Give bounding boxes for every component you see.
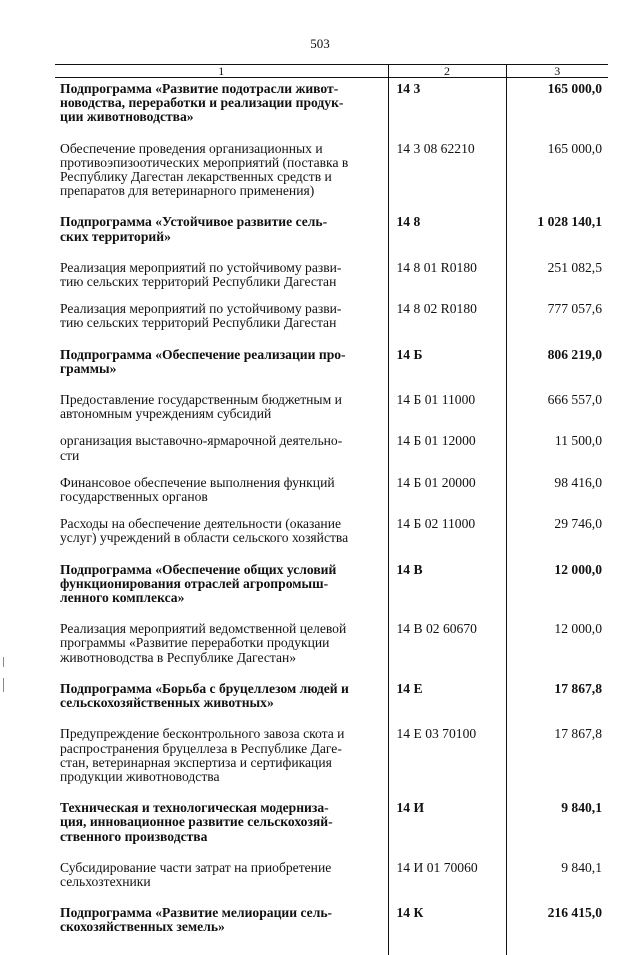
code-cell: 14 Б 01 20000 xyxy=(388,463,506,504)
name-cell: Реализация мероприятий ведомственной целевой программы «Развитие переработки продукции животноводства в Республике Дагестан» xyxy=(60,621,347,665)
code-cell: 14 Е 03 70100 xyxy=(388,710,506,784)
name-cell: Подпрограмма «Обеспечение общих условий функционирования отраслей агропромыш- ленного комплекса» xyxy=(60,561,337,606)
amount-cell: 9 840,1 xyxy=(506,844,608,889)
column-header-1: 1 xyxy=(55,65,388,78)
code-cell: 14 Б xyxy=(388,331,506,376)
code-cell: 14 И 01 70060 xyxy=(388,844,506,889)
amount-cell: 98 416,0 xyxy=(506,463,608,504)
name-cell: Финансовое обеспечение выполнения функций государственных органов xyxy=(60,474,335,505)
code-cell: 14 В 02 60670 xyxy=(388,605,506,665)
amount-cell: 17 867,8 xyxy=(506,665,608,710)
table-row-item xyxy=(55,605,608,665)
table-row-item xyxy=(55,244,608,289)
code-cell: 14 И xyxy=(388,784,506,844)
table-row-item xyxy=(55,125,608,199)
amount-cell: 666 557,0 xyxy=(506,376,608,421)
table-row-item xyxy=(55,710,608,784)
name-cell: Субсидирование части затрат на приобретение сельхозтехники xyxy=(60,859,332,889)
name-cell: Расходы на обеспечение деятельности (оказание услуг) учреждений в области сельского хозяйства xyxy=(60,516,349,546)
column-header-3: 3 xyxy=(506,65,608,78)
column-header-2: 2 xyxy=(388,65,506,78)
table-row-item xyxy=(55,844,608,889)
code-cell: 14 8 xyxy=(388,198,506,243)
margin-mark xyxy=(3,657,4,667)
table-row-item xyxy=(55,504,608,545)
amount-cell: 9 840,1 xyxy=(506,784,608,844)
code-cell: 14 Б 01 12000 xyxy=(388,421,506,462)
name-cell: организация выставочно-ярмарочной деятельно- сти xyxy=(60,433,343,463)
table-row-item xyxy=(55,421,608,462)
amount-cell: 17 867,8 xyxy=(506,710,608,784)
code-cell: 14 В xyxy=(388,546,506,606)
amount-cell: 29 746,0 xyxy=(506,504,608,545)
name-cell: Подпрограмма «Обеспечение реализации про- граммы» xyxy=(60,346,346,376)
amount-cell: 777 057,6 xyxy=(506,289,608,330)
amount-cell: 251 082,5 xyxy=(506,244,608,289)
amount-cell: 11 500,0 xyxy=(506,421,608,462)
name-cell: Подпрограмма «Устойчивое развитие сель- ских территорий» xyxy=(60,214,328,244)
table-row-item xyxy=(55,289,608,330)
table-body xyxy=(55,78,608,955)
name-cell: Предоставление государственным бюджетным и автономным учреждениям субсидий xyxy=(60,392,342,422)
name-cell: Подпрограмма «Развитие подотрасли живот- новодства, переработки и реализации продук- ции животноводства» xyxy=(60,81,344,125)
table-row-subprogram xyxy=(55,198,608,243)
table-row-item xyxy=(55,463,608,504)
code-cell: 14 Б 02 11000 xyxy=(388,504,506,545)
amount-cell: 806 219,0 xyxy=(506,331,608,376)
code-cell: 14 3 xyxy=(388,78,506,125)
name-cell: Реализация мероприятий по устойчивому разви- тию сельских территорий Республики Дагестан xyxy=(60,301,342,331)
table-row-subprogram xyxy=(55,331,608,376)
code-cell: 14 8 01 R0180 xyxy=(388,244,506,289)
name-cell: Реализация мероприятий по устойчивому разви- тию сельских территорий Республики Дагестан xyxy=(60,259,342,290)
amount-cell: 216 415,0 xyxy=(506,889,608,954)
table-header xyxy=(55,65,608,78)
amount-cell: 12 000,0 xyxy=(506,605,608,665)
amount-cell: 1 028 140,1 xyxy=(506,198,608,243)
name-cell: Техническая и технологическая модерниза- ция, инновационное развитие сельскохозяй- ственного производства xyxy=(60,800,333,844)
name-cell: Обеспечение проведения организационных и противоэпизоотических мероприятий (поставка в Республику Дагестан лекарственных средств и препаратов для ветеринарного применения) xyxy=(60,140,349,199)
code-cell: 14 Е xyxy=(388,665,506,710)
table-row-subprogram xyxy=(55,784,608,844)
name-cell: Подпрограмма «Борьба с бруцеллезом людей и сельскохозяйственных животных» xyxy=(60,680,349,711)
code-cell: 14 Б 01 11000 xyxy=(388,376,506,421)
code-cell: 14 К xyxy=(388,889,506,954)
table-row-subprogram xyxy=(55,665,608,710)
table-row-item xyxy=(55,376,608,421)
table-row-subprogram xyxy=(55,546,608,606)
margin-mark xyxy=(3,678,4,692)
budget-table xyxy=(55,64,608,955)
name-cell: Подпрограмма «Развитие мелиорации сель- скохозяйственных земель» xyxy=(60,905,333,935)
amount-cell: 165 000,0 xyxy=(506,125,608,199)
code-cell: 14 3 08 62210 xyxy=(388,125,506,199)
code-cell: 14 8 02 R0180 xyxy=(388,289,506,330)
amount-cell: 165 000,0 xyxy=(506,78,608,125)
table-row-subprogram xyxy=(55,889,608,954)
amount-cell: 12 000,0 xyxy=(506,546,608,606)
page-number: 503 xyxy=(310,36,330,51)
name-cell: Предупреждение бесконтрольного завоза скота и распространения бруцеллеза в Республике Даге- стан, ветеринарная экспертиза и сертификация продукции животноводства xyxy=(60,726,345,784)
table-row-subprogram xyxy=(55,78,608,125)
